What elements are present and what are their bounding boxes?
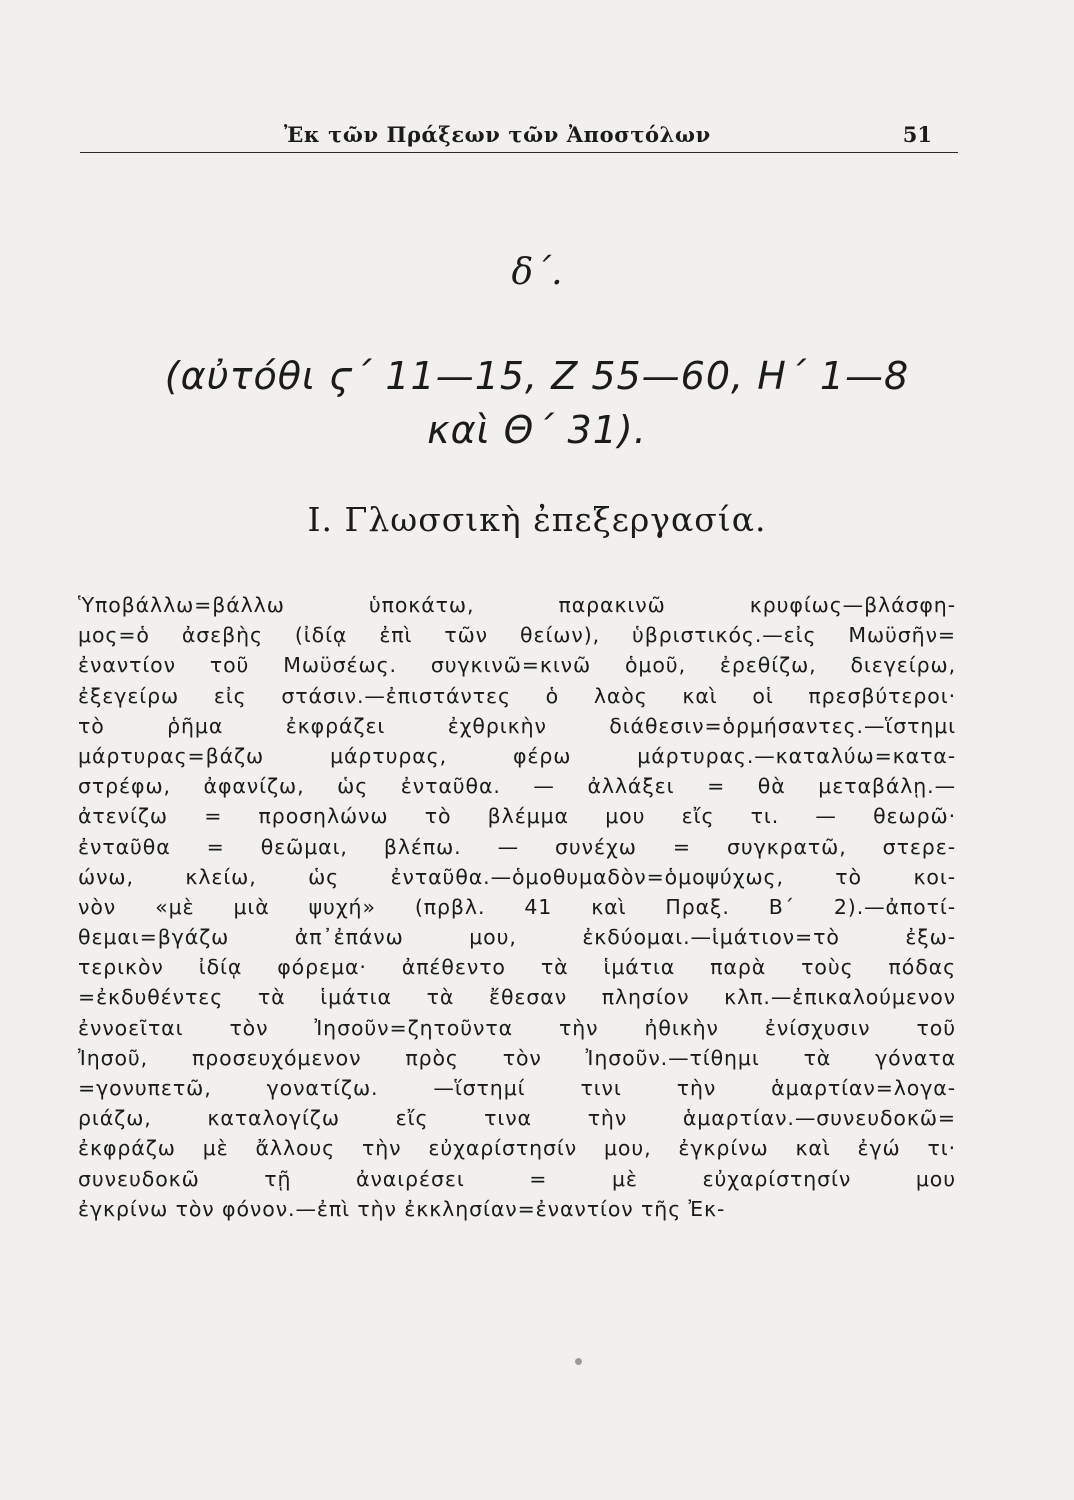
text-line: στρέφω, ἀφανίζω, ὡς ἐνταῦθα. — ἀλλάξει = θὰ μεταβάλῃ.— (78, 774, 956, 799)
text-line: ἐννοεῖται τὸν Ἰησοῦν=ζητοῦντα τὴν ἠθικὴν ἐνίσχυσιν τοῦ (78, 1015, 956, 1040)
text-line: ἐξεγείρω εἰς στάσιν.—ἐπιστάντες ὁ λαὸς καὶ οἱ πρεσβύτεροι· (78, 683, 956, 708)
text-line: =γονυπετῶ, γονατίζω. —ἵστημί τινι τὴν ἁμαρτίαν=λογα- (78, 1076, 956, 1100)
text-line: ἐγκρίνω τὸν φόνον.—ἐπὶ τὴν ἐκκλησίαν=ἐναντίον τῆς Ἐκ- (78, 1196, 726, 1221)
text-line: συνευδοκῶ τῇ ἀναιρέσει = μὲ εὐχαρίστησίν μου (78, 1166, 956, 1191)
text-line: =ἐκδυθέντες τὰ ἱμάτια τὰ ἔθεσαν πλησίον κλπ.—ἐπικαλούμενον (78, 985, 956, 1010)
section-heading: Ι. Γλωσσικὴ ἐπεξεργασία. (307, 500, 767, 539)
text-line: ώνω, κλείω, ὡς ἐνταῦθα.—ὁμοθυμαδὸν=ὁμοψύχως, τὸ κοι- (78, 864, 956, 889)
section-mark: δ΄. (511, 252, 563, 293)
running-header (80, 118, 958, 153)
text-line: μος=ὁ ἀσεβὴς (ἰδίᾳ ἐπὶ τῶν θείων), ὑβριστικός.—εἰς Μωϋσῆν= (78, 623, 956, 648)
reference-line-1: (αὐτόθι ϛ΄ 11—15, Ζ 55—60, Η΄ 1—8 (164, 354, 910, 398)
text-line: Ὑποβάλλω=βάλλω ὑποκάτω, παρακινῶ κρυφίως—βλάσφη- (78, 593, 956, 617)
text-line: μάρτυρας=βάζω μάρτυρας, φέρω μάρτυρας.—καταλύω=κατα- (78, 743, 956, 768)
reference-line-2: καὶ Θ΄ 31). (427, 408, 647, 452)
text-line: τὸ ῥῆμα ἐκφράζει ἐχθρικὴν διάθεσιν=ὁρμήσαντες.—ἵστημι (78, 713, 956, 738)
text-line: ἐναντίον τοῦ Μωϋσέως. συγκινῶ=κινῶ ὁμοῦ, ἐρεθίζω, διεγείρω, (78, 653, 956, 678)
glossary-text (78, 590, 956, 1224)
page-number: 51 (902, 122, 932, 147)
text-line: ἐνταῦθα = θεῶμαι, βλέπω. — συνέχω = συγκρατῶ, στερε- (78, 834, 956, 859)
text-line: θεμαι=βγάζω ἀπ᾽ἐπάνω μου, ἐκδύομαι.—ἱμάτιον=τὸ ἐξω- (78, 925, 956, 950)
text-line: τερικὸν ἰδίᾳ φόρεμα· ἀπέθεντο τὰ ἱμάτια παρὰ τοὺς πόδας (78, 955, 956, 980)
ink-speck (575, 1358, 582, 1365)
text-line: ἀτενίζω = προσηλώνω τὸ βλέμμα μου εἴς τι. — θεωρῶ· (78, 804, 956, 829)
text-line: ἐκφράζω μὲ ἄλλους τὴν εὐχαρίστησίν μου, ἐγκρίνω καὶ ἐγώ τι· (78, 1136, 956, 1161)
text-line: νὸν «μὲ μιὰ ψυχή» (πρβλ. 41 καὶ Πραξ. Β΄ 2).—ἀποτί- (78, 894, 956, 919)
text-line: ριάζω, καταλογίζω εἴς τινα τὴν ἁμαρτίαν.—συνευδοκῶ= (78, 1106, 956, 1131)
text-line: Ἰησοῦ, προσευχόμενον πρὸς τὸν Ἰησοῦν.—τίθημι τὰ γόνατα (78, 1045, 956, 1070)
running-title: Ἐκ τῶν Πράξεων τῶν Ἀποστόλων (284, 122, 711, 147)
